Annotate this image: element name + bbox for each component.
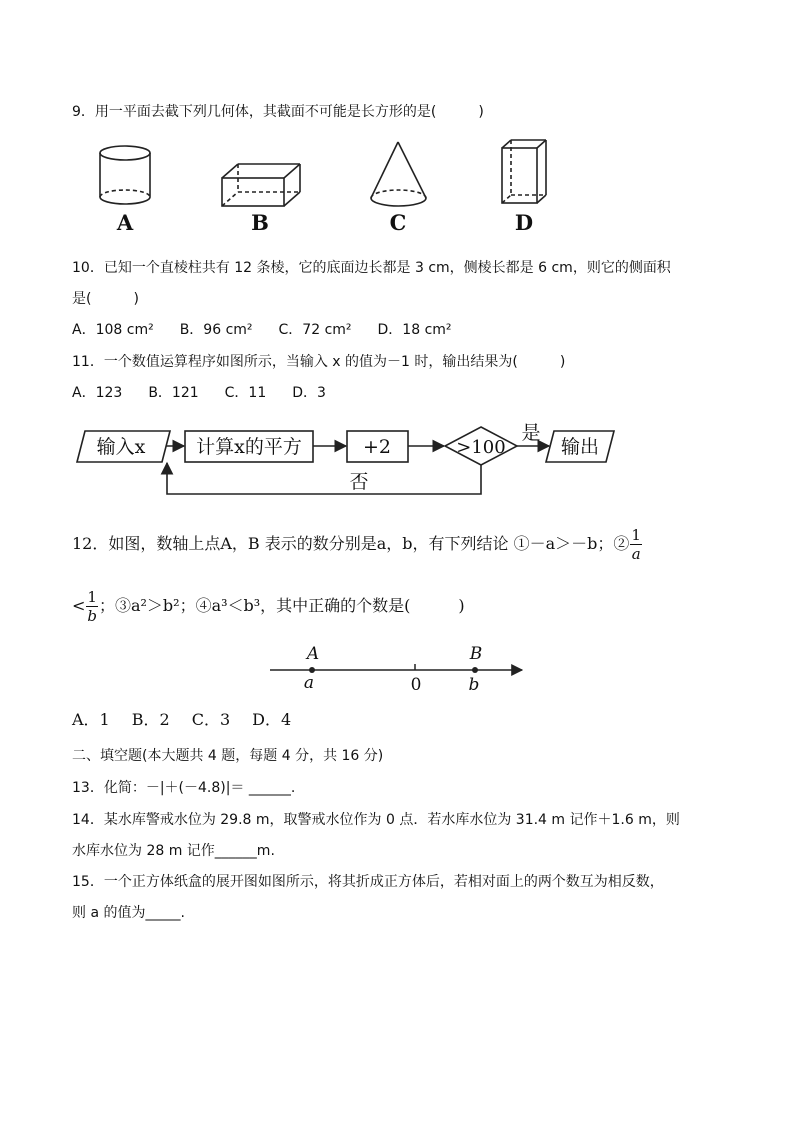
q12-conclusions: ；③a²＞b²；④a³＜b³，其中正确的个数是( ) — [98, 596, 465, 615]
q10-line2: 是( ) — [72, 291, 139, 307]
flow-add-label: +2 — [362, 436, 392, 458]
label-c: C — [389, 210, 407, 234]
q11-option-c: C．11 — [224, 385, 267, 401]
flow-yes-label: 是 — [521, 422, 541, 444]
cylinder-figure — [100, 146, 150, 204]
q11-text: 11．一个数值运算程序如图所示，当输入 x 的值为－1 时，输出结果为( ) — [72, 354, 566, 370]
section-2-heading: 二、填空题(本大题共 4 题，每题 4 分，共 16 分) — [72, 748, 384, 764]
q10-option-c: C．72 cm² — [278, 322, 352, 338]
cone-figure — [371, 142, 426, 206]
q10-option-d: D．18 cm² — [377, 322, 452, 338]
tall-prism-figure — [502, 140, 546, 203]
label-b: B — [251, 210, 269, 234]
q11-option-b: B．121 — [148, 385, 199, 401]
q11-option-d: D．3 — [292, 385, 326, 401]
flow-no-label: 否 — [349, 471, 369, 493]
flow-input-label: 输入x — [96, 436, 146, 458]
fraction-1-over-a: $\frac{1}{a}$ — [631, 526, 641, 563]
q12-lt: < — [72, 596, 86, 615]
q12-option-a: A．1 — [72, 710, 110, 729]
q9-text: 9．用一平面去截下列几何体，其截面不可能是长方形的是( ) — [72, 104, 484, 120]
prism-figure — [222, 164, 300, 206]
q14-line2: 水库水位为 28 m 记作______m. — [72, 843, 275, 859]
flow-output-label: 输出 — [560, 436, 600, 458]
label-d: D — [514, 210, 534, 234]
label-point-a: A — [306, 644, 320, 664]
q12-option-b: B．2 — [131, 710, 170, 729]
q12-option-c: C．3 — [191, 710, 231, 729]
q12-options — [72, 710, 313, 730]
q9-figures — [0, 134, 794, 234]
q12-line1 — [72, 526, 643, 563]
flow-compute-label: 计算x的平方 — [196, 436, 302, 458]
q15-line2: 则 a 的值为_____. — [72, 905, 185, 921]
q13-text: 13．化简：－|＋(－4.8)|＝ ______. — [72, 780, 296, 796]
label-zero: 0 — [410, 675, 422, 695]
q10-option-b: B．96 cm² — [179, 322, 253, 338]
q15-line1: 15．一个正方体纸盒的展开图如图所示，将其折成正方体后，若相对面上的两个数互为相反数， — [72, 874, 664, 890]
q11-option-a: A．123 — [72, 385, 123, 401]
number-line — [0, 640, 794, 700]
q10-option-a: A．108 cm² — [72, 322, 154, 338]
q11-options — [72, 383, 352, 403]
flow-loop-line — [167, 463, 481, 494]
q12-option-d: D．4 — [252, 710, 292, 729]
q10-line1: 10．已知一个直棱柱共有 12 条棱，它的底面边长都是 3 cm，侧棱长都是 6 cm，则它的侧面积 — [72, 260, 671, 276]
q10-options — [72, 320, 478, 340]
q12-line2 — [72, 588, 465, 625]
fraction-1-over-b: $\frac{1}{b}$ — [87, 588, 97, 625]
flowchart — [0, 418, 794, 508]
label-a: A — [116, 210, 134, 234]
point-b — [472, 667, 478, 673]
label-value-b: b — [468, 675, 480, 695]
q14-line1: 14．某水库警戒水位为 29.8 m，取警戒水位作为 0 点．若水库水位为 31.4 m 记作＋1.6 m，则 — [72, 812, 680, 828]
label-point-b: B — [469, 644, 483, 664]
flow-condition-label: >100 — [456, 437, 506, 458]
q12-intro: 12．如图，数轴上点A，B 表示的数分别是a，b，有下列结论 ①－a＞－b；② — [72, 534, 630, 553]
label-value-a: a — [303, 673, 315, 693]
